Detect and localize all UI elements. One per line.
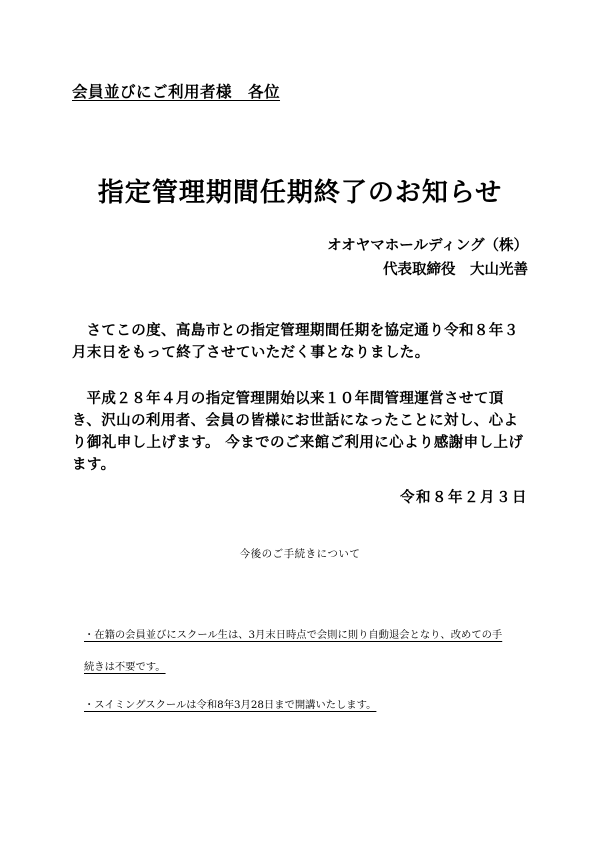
notice-membership-line-2: [84, 658, 166, 673]
notice-membership-text-1: ・在籍の会員並びにスクール生は、3月末日時点で会則に則り自動退会となり、改めての手: [84, 629, 503, 641]
notice-swimming-text: ・スイミングスクールは令和8年3月28日まで開講いたします。: [84, 699, 377, 711]
document-title: 指定管理期間任期終了のお知らせ: [97, 178, 503, 208]
document-date: 令和８年２月３日: [400, 490, 528, 506]
body-paragraph-termination: さてこの度、高島市との指定管理期間任期を協定通り令和８年３月末日をもって終了させていただく事となりました。: [72, 323, 519, 361]
sender-company: オオヤマホールディング（株）: [327, 238, 528, 254]
addressee: 会員並びにご利用者様 各位: [72, 83, 281, 101]
notice-membership-line-1: [84, 626, 502, 641]
sender-name: 代表取締役 大山光善: [383, 262, 528, 278]
notice-swimming-school: [84, 696, 376, 711]
body-paragraph-gratitude: 平成２８年４月の指定管理開始以来１０年間管理運営させて頂き、沢山の利用者、会員の皆様にお世話になったことに対し、心より御礼申し上げます。 今までのご来館ご利用に心より感謝申し上げます。: [72, 391, 524, 473]
notice-membership-text-2: 続きは不要です。: [84, 661, 166, 673]
procedures-heading: 今後のご手続きについて: [239, 548, 361, 560]
